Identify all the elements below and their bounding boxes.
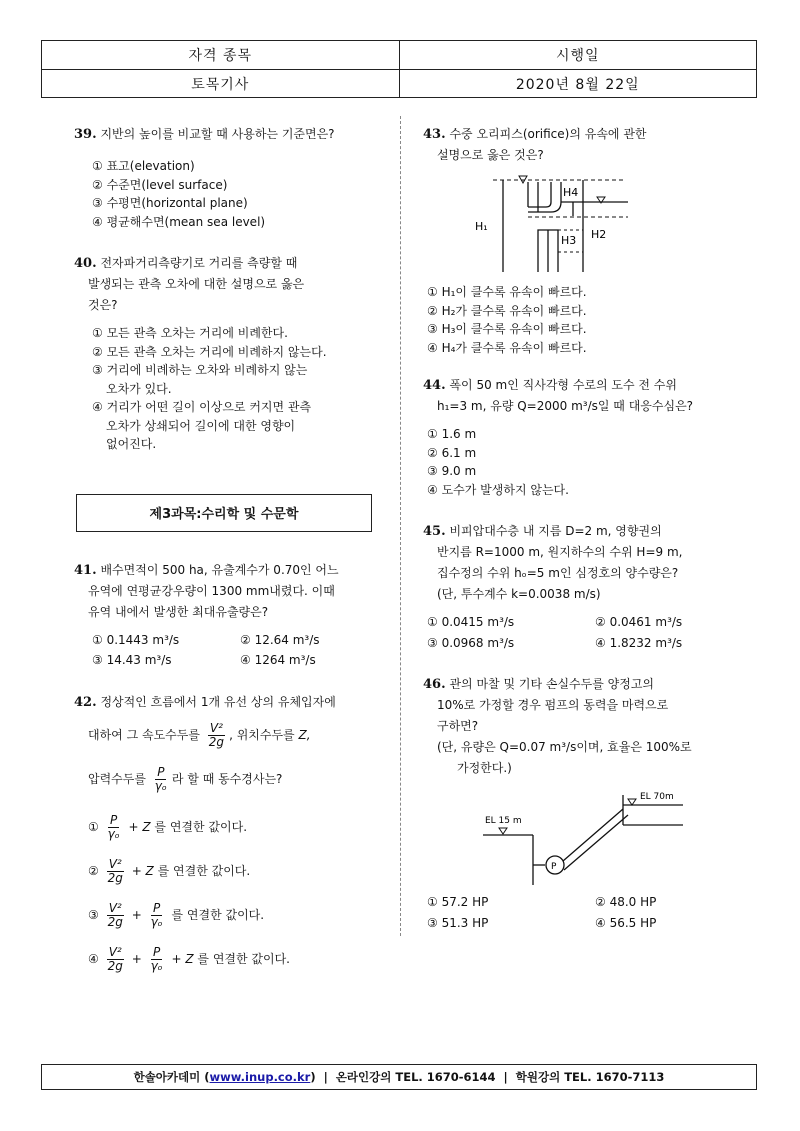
- el-low-label: EL 15 m: [485, 816, 522, 826]
- option[interactable]: ① 모든 관측 오차는 거리에 비례한다.: [92, 326, 288, 340]
- question-44: 44. 폭이 50 m인 직사각형 수로의 도수 전 수위 h₁=3 m, 유량 Q=2000 m³/s일 때 대응수심은? ① 1.6 m ② 6.1 m ③ 9.0 m ④ 도수가 발생하지 않는다.: [423, 375, 763, 499]
- pump-diagram: [473, 785, 713, 885]
- el-high-label: EL 70m: [640, 792, 674, 802]
- column-divider: [400, 116, 401, 936]
- question-42: 42. 정상적인 흐름에서 1개 유선 상의 유체입자에 대하여 그 속도수두를 $\frac{\text{V²}}{2g}$ , 위치수두를 Z, 압력수두를 $\frac{P}{\text{γₒ}}$ 라 할 때 동수경사는? ① $\frac{P}{\text{γₒ}}$ + Z 를 연결한 값이다. ② $\frac{\text{V²}}{2g}$ + Z 를 연결한 값이다. ③ $\frac{\text{V²}}{2g}$ + $\frac{P}{\text{γₒ}}$ 를 연결한 값이다. ④ $\frac{\text{V²}}{2g}$ + $\frac{P}{\text{γₒ}}$ + Z 를 연결한 값이다.: [88, 692, 388, 981]
- option[interactable]: ③ 9.0 m: [427, 464, 477, 478]
- pump-icon: P: [551, 862, 557, 872]
- question-45: 45. 비피압대수층 내 지름 D=2 m, 영향권의 반지름 R=1000 m, 원지하수의 수위 H=9 m, 집수정의 수위 hₒ=5 m인 심정호의 양수량은? (단, 투수계수 k=0.0038 m/s) ① 0.0415 m³/s ② 0.0461 m³/s ③ 0.0968 m³/s ④ 1.8232 m³/s: [423, 521, 763, 652]
- option[interactable]: ② 6.1 m: [427, 445, 477, 460]
- option[interactable]: ② 수준면(level surface): [92, 177, 228, 192]
- option[interactable]: ② H₂가 클수록 유속이 빠르다.: [427, 303, 587, 318]
- option[interactable]: ③ 거리에 비례하는 오차와 비례하지 않는: [92, 363, 308, 377]
- option-cont: 없어진다.: [106, 437, 157, 451]
- option[interactable]: ① H₁이 클수록 유속이 빠르다.: [427, 285, 587, 299]
- date-label: 시행일: [555, 48, 600, 64]
- option-cont: 오차가 상쇄되어 길이에 대한 영향이: [106, 418, 296, 433]
- option[interactable]: ① $\frac{P}{\text{γₒ}}$ + Z 를 연결한 값이다.: [88, 812, 248, 841]
- option[interactable]: ① 0.1443 m³/s: [92, 632, 180, 647]
- academy-link[interactable]: www.inup.co.kr: [209, 1070, 311, 1084]
- option[interactable]: ③ H₃이 클수록 유속이 빠르다.: [427, 322, 587, 336]
- subject-value: 토목기사: [42, 70, 400, 98]
- h2-label: H2: [591, 228, 607, 241]
- question-40: 40. 전자파거리측량기로 거리를 측량할 때 발생되는 관측 오차에 대한 설명으로 옳은 것은? ① 모든 관측 오차는 거리에 비례한다. ② 모든 관측 오차는 거리에 비례하지 않는다. ③ 거리에 비례하는 오차와 비례하지 않는 오차가 있다. ④ 거리가 어떤 길이 이상으로 커지면 관측 오차가 상쇄되어 길이에 대한 영향이 없어진다.: [88, 253, 388, 454]
- option[interactable]: ③ $\frac{\text{V²}}{2g}$ + $\frac{P}{\text{γₒ}}$ 를 연결한 값이다.: [88, 900, 265, 929]
- option[interactable]: ② 12.64 m³/s: [240, 632, 320, 647]
- option[interactable]: ① 57.2 HP: [427, 895, 489, 909]
- option[interactable]: ② 48.0 HP: [595, 895, 657, 909]
- question-41: 41. 배수면적이 500 ha, 유출계수가 0.70인 어느 유역에 연평균강우량이 1300 mm내렸다. 이때 유역 내에서 발생한 최대유출량은? ① 0.1443 m³/s ② 12.64 m³/s ③ 14.43 m³/s ④ 1264 m³/s: [88, 560, 388, 670]
- option[interactable]: ② $\frac{\text{V²}}{2g}$ + Z 를 연결한 값이다.: [88, 856, 251, 885]
- option[interactable]: ③ 0.0968 m³/s: [427, 635, 515, 650]
- h1-label: H₁: [475, 220, 488, 233]
- option[interactable]: ④ 1264 m³/s: [240, 653, 316, 667]
- question-46: 46. 관의 마찰 및 기타 손실수두를 양정고의 10%로 가정할 경우 펌프의 동력을 마력으로 구하면? (단, 유량은 Q=0.07 m³/s이며, 효율은 100%로 가정한다.) EL 70m EL 15 m P ① 57.2 HP ② 48.0 HP ③ 51.3 HP ④ 56.5 HP: [423, 674, 763, 932]
- subject-label: 자격 종목: [42, 41, 400, 69]
- option[interactable]: ④ 1.8232 m³/s: [595, 635, 683, 650]
- question-39: 39. 지반의 높이를 비교할 때 사용하는 기준면은? ① 표고(elevation) ② 수준면(level surface) ③ 수평면(horizontal plane) ④ 평균해수면(mean sea level): [88, 124, 388, 231]
- option[interactable]: ③ 수평면(horizontal plane): [92, 196, 248, 210]
- option[interactable]: ④ $\frac{\text{V²}}{2g}$ + $\frac{P}{\text{γₒ}}$ + Z 를 연결한 값이다.: [88, 944, 290, 973]
- exam-header-table: [41, 40, 757, 98]
- option[interactable]: ④ 56.5 HP: [595, 915, 657, 930]
- option[interactable]: ① 0.0415 m³/s: [427, 615, 515, 629]
- orifice-diagram: [433, 172, 633, 277]
- option[interactable]: ③ 14.43 m³/s: [92, 653, 172, 667]
- page-footer: 한솔아카데미 ( www.inup.co.kr ) | 온라인강의 TEL. 1670-6144 | 학원강의 TEL. 1670-7113: [41, 1064, 757, 1090]
- option[interactable]: ④ 도수가 발생하지 않는다.: [427, 482, 569, 497]
- question-43: 43. 수중 오리피스(orifice)의 유속에 관한 설명으로 옳은 것은? H₁ H2 H3 H4 ① H₁이 클수록 유속이 빠르다. ② H₂가 클수록 유속이 빠르다. ③ H₃이 클수록 유속이 빠르다. ④ H₄가 클수록 유속이 빠르다.: [423, 124, 763, 357]
- option-cont: 오차가 있다.: [106, 381, 172, 396]
- h4-label: H4: [563, 186, 579, 199]
- option[interactable]: ④ 거리가 어떤 길이 이상으로 커지면 관측: [92, 400, 312, 414]
- option[interactable]: ④ H₄가 클수록 유속이 빠르다.: [427, 340, 587, 355]
- date-value: 2020년 8월 22일: [515, 77, 640, 93]
- option[interactable]: ① 표고(elevation): [92, 159, 195, 173]
- right-column: [423, 124, 763, 954]
- option[interactable]: ② 모든 관측 오차는 거리에 비례하지 않는다.: [92, 344, 327, 359]
- option[interactable]: ① 1.6 m: [427, 427, 477, 441]
- section-title: 제3과목:수리학 및 수문학: [76, 494, 372, 532]
- option[interactable]: ③ 51.3 HP: [427, 915, 489, 930]
- option[interactable]: ② 0.0461 m³/s: [595, 615, 683, 629]
- left-column: [74, 124, 388, 1003]
- h3-label: H3: [561, 234, 577, 247]
- option[interactable]: ④ 평균해수면(mean sea level): [92, 214, 266, 229]
